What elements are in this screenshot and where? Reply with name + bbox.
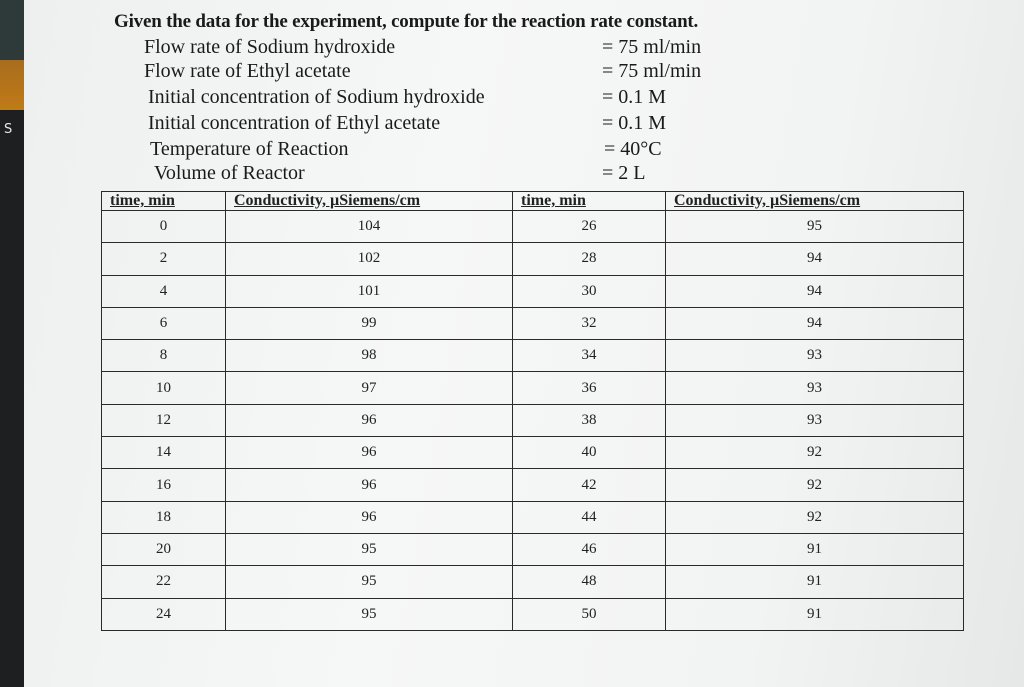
conductivity-cell: 95 [666,211,964,243]
conductivity-cell: 98 [226,340,513,372]
time-cell: 18 [102,501,226,533]
time-cell: 24 [102,598,226,630]
conductivity-cell: 94 [666,275,964,307]
time-cell: 12 [102,404,226,436]
table-row [102,307,964,339]
parameter-label: Temperature of Reaction [150,138,349,160]
header-conductivity-1: Conductivity, µSiemens/cm [226,192,513,211]
conductivity-cell: 95 [226,566,513,598]
conductivity-cell: 96 [226,469,513,501]
time-cell: 0 [102,211,226,243]
conductivity-table [101,191,964,631]
parameter-label: Flow rate of Ethyl acetate [144,60,351,82]
table-row [102,437,964,469]
conductivity-cell: 95 [226,598,513,630]
time-cell: 34 [513,340,666,372]
time-cell: 26 [513,211,666,243]
time-cell: 32 [513,307,666,339]
conductivity-cell: 101 [226,275,513,307]
conductivity-cell: 91 [666,533,964,565]
problem-statement: Given the data for the experiment, compute for the reaction rate constant. [114,11,699,32]
conductivity-cell: 104 [226,211,513,243]
conductivity-cell: 94 [666,307,964,339]
conductivity-cell: 96 [226,437,513,469]
time-cell: 40 [513,437,666,469]
time-cell: 44 [513,501,666,533]
parameter-value: = 0.1 M [602,112,667,134]
parameter-label: Volume of Reactor [154,162,305,184]
time-cell: 30 [513,275,666,307]
conductivity-cell: 95 [226,533,513,565]
header-time-1: time, min [102,192,226,211]
conductivity-cell: 94 [666,243,964,275]
time-cell: 20 [102,533,226,565]
table-row [102,243,964,275]
time-cell: 46 [513,533,666,565]
time-cell: 8 [102,340,226,372]
background-window-strip [0,0,24,687]
time-cell: 4 [102,275,226,307]
conductivity-cell: 102 [226,243,513,275]
time-cell: 50 [513,598,666,630]
time-cell: 16 [102,469,226,501]
parameter-value: = 40°C [604,138,662,160]
time-cell: 42 [513,469,666,501]
time-cell: 28 [513,243,666,275]
conductivity-cell: 93 [666,372,964,404]
conductivity-cell: 97 [226,372,513,404]
header-conductivity-2: Conductivity, µSiemens/cm [666,192,964,211]
conductivity-cell: 99 [226,307,513,339]
table-row [102,211,964,243]
parameter-value: = 75 ml/min [602,60,702,82]
conductivity-cell: 91 [666,566,964,598]
table-row [102,566,964,598]
conductivity-cell: 92 [666,437,964,469]
time-cell: 6 [102,307,226,339]
parameter-label: Initial concentration of Sodium hydroxide [148,86,485,108]
parameter-value: = 0.1 M [602,86,667,108]
table-row [102,501,964,533]
table-row [102,340,964,372]
side-mark: S [4,122,13,137]
table-header-row [102,192,964,211]
conductivity-cell: 91 [666,598,964,630]
conductivity-cell: 92 [666,501,964,533]
table-row [102,275,964,307]
parameter-label: Flow rate of Sodium hydroxide [144,36,396,58]
time-cell: 14 [102,437,226,469]
time-cell: 22 [102,566,226,598]
parameter-value: = 75 ml/min [602,36,702,58]
time-cell: 38 [513,404,666,436]
table-row [102,598,964,630]
time-cell: 10 [102,372,226,404]
parameter-value: = 2 L [602,162,646,184]
conductivity-cell: 93 [666,404,964,436]
table-row [102,372,964,404]
time-cell: 36 [513,372,666,404]
time-cell: 2 [102,243,226,275]
table-row [102,533,964,565]
table-row [102,404,964,436]
conductivity-cell: 96 [226,501,513,533]
conductivity-cell: 96 [226,404,513,436]
conductivity-cell: 93 [666,340,964,372]
conductivity-cell: 92 [666,469,964,501]
table-row [102,469,964,501]
header-time-2: time, min [513,192,666,211]
time-cell: 48 [513,566,666,598]
parameter-label: Initial concentration of Ethyl acetate [148,112,441,134]
